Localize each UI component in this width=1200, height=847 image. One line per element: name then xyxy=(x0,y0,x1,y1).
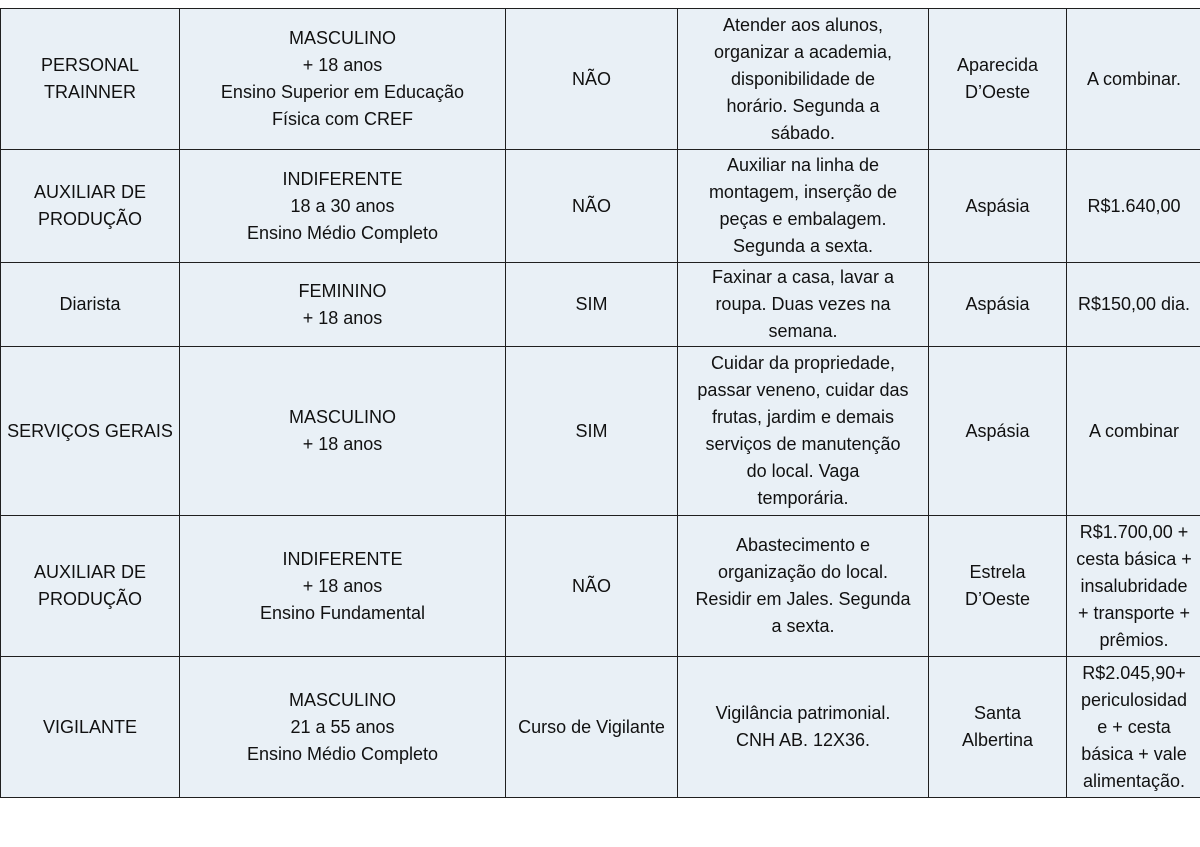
cargo-cell: VIGILANTE xyxy=(1,657,180,798)
table-row xyxy=(1,516,1200,657)
salario-cell: R$2.045,90+ periculosidad e + cesta básica + vale alimentação. xyxy=(1067,657,1200,798)
cidade-cell: Estrela D’Oeste xyxy=(929,516,1067,657)
experiencia-cell: NÃO xyxy=(506,150,678,263)
atividades-cell: Vigilância patrimonial. CNH AB. 12X36. xyxy=(678,657,929,798)
cargo-cell: Diarista xyxy=(1,263,180,347)
atividades-cell: Auxiliar na linha de montagem, inserção de peças e embalagem. Segunda a sexta. xyxy=(678,150,929,263)
atividades-cell: Abastecimento e organização do local. Residir em Jales. Segunda a sexta. xyxy=(678,516,929,657)
experiencia-cell: SIM xyxy=(506,347,678,516)
requisitos-cell: MASCULINO + 18 anos Ensino Superior em Educação Física com CREF xyxy=(180,9,506,150)
requisitos-cell: INDIFERENTE + 18 anos Ensino Fundamental xyxy=(180,516,506,657)
cargo-cell: AUXILIAR DE PRODUÇÃO xyxy=(1,516,180,657)
cidade-cell: Aspásia xyxy=(929,347,1067,516)
cidade-cell: Santa Albertina xyxy=(929,657,1067,798)
requisitos-cell: FEMININO + 18 anos xyxy=(180,263,506,347)
cidade-cell: Aspásia xyxy=(929,263,1067,347)
requisitos-cell: INDIFERENTE 18 a 30 anos Ensino Médio Completo xyxy=(180,150,506,263)
experiencia-cell: SIM xyxy=(506,263,678,347)
table-row xyxy=(1,150,1200,263)
salario-cell: R$150,00 dia. xyxy=(1067,263,1200,347)
table-row xyxy=(1,9,1200,150)
table-row xyxy=(1,347,1200,516)
job-listings-table xyxy=(0,8,1200,798)
requisitos-cell: MASCULINO 21 a 55 anos Ensino Médio Completo xyxy=(180,657,506,798)
requisitos-cell: MASCULINO + 18 anos xyxy=(180,347,506,516)
experiencia-cell: NÃO xyxy=(506,9,678,150)
atividades-cell: Atender aos alunos, organizar a academia, disponibilidade de horário. Segunda a sábado. xyxy=(678,9,929,150)
atividades-cell: Cuidar da propriedade, passar veneno, cuidar das frutas, jardim e demais serviços de manutenção do local. Vaga temporária. xyxy=(678,347,929,516)
experiencia-cell: NÃO xyxy=(506,516,678,657)
cidade-cell: Aspásia xyxy=(929,150,1067,263)
table-row xyxy=(1,263,1200,347)
experiencia-cell: Curso de Vigilante xyxy=(506,657,678,798)
salario-cell: R$1.700,00 + cesta básica + insalubridade + transporte + prêmios. xyxy=(1067,516,1200,657)
cidade-cell: Aparecida D’Oeste xyxy=(929,9,1067,150)
salario-cell: R$1.640,00 xyxy=(1067,150,1200,263)
cargo-cell: AUXILIAR DE PRODUÇÃO xyxy=(1,150,180,263)
table-row xyxy=(1,657,1200,798)
salario-cell: A combinar. xyxy=(1067,9,1200,150)
atividades-cell: Faxinar a casa, lavar a roupa. Duas vezes na semana. xyxy=(678,263,929,347)
salario-cell: A combinar xyxy=(1067,347,1200,516)
cargo-cell: SERVIÇOS GERAIS xyxy=(1,347,180,516)
cargo-cell: PERSONAL TRAINNER xyxy=(1,9,180,150)
